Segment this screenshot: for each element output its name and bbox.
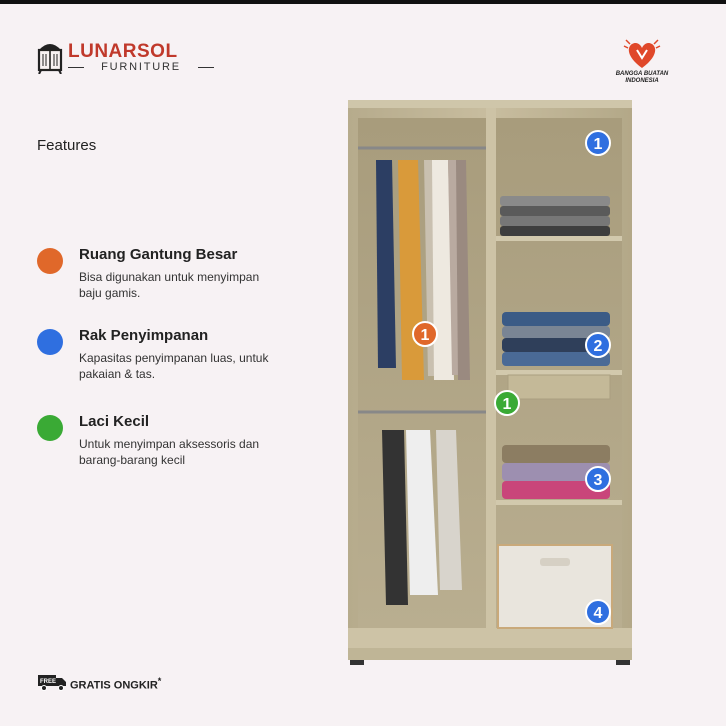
folded-clothes-shelf-1 xyxy=(500,196,610,236)
badge-text-line2: INDONESIA xyxy=(625,78,659,84)
marker-4-blue: 4 xyxy=(585,599,611,625)
brand-name: LUNARSOL xyxy=(68,41,178,62)
hanging-clothes-lower xyxy=(382,430,462,605)
free-shipping-label xyxy=(70,676,161,692)
top-border xyxy=(0,0,726,4)
heart-icon xyxy=(612,36,672,70)
wardrobe-logo-icon xyxy=(35,38,65,74)
blue-dot-icon xyxy=(37,329,63,355)
bangga-buatan-indonesia-badge xyxy=(612,36,672,88)
feature-description: Bisa digunakan untuk menyimpan baju gamis. xyxy=(79,270,260,300)
feature-title: Rak Penyimpanan xyxy=(79,327,209,344)
brand-logo xyxy=(35,38,195,78)
brand-tagline: FURNITURE xyxy=(68,61,214,73)
truck-icon xyxy=(37,673,67,691)
marker-1-green: 1 xyxy=(494,390,520,416)
truck-icon-label: FREE xyxy=(40,679,57,685)
feature-title: Laci Kecil xyxy=(79,413,150,430)
marker-3-blue: 3 xyxy=(585,466,611,492)
orange-dot-icon xyxy=(37,248,63,274)
feature-description: Untuk menyimpan aksessoris dan barang-barang kecil xyxy=(79,437,260,467)
marker-2-blue: 2 xyxy=(585,332,611,358)
free-shipping-asterisk: * xyxy=(157,676,162,686)
free-shipping-text: GRATIS ONGKIR xyxy=(70,679,158,692)
marker-1-blue: 1 xyxy=(585,130,611,156)
green-dot-icon xyxy=(37,415,63,441)
feature-title: Ruang Gantung Besar xyxy=(79,246,238,263)
feature-description: Kapasitas penyimpanan luas, untuk pakaian & tas. xyxy=(79,351,269,381)
badge-text-line1: BANGGA BUATAN xyxy=(615,71,669,77)
wardrobe-illustration xyxy=(348,100,632,665)
marker-1-orange: 1 xyxy=(412,321,438,347)
features-heading: Features xyxy=(37,137,97,154)
